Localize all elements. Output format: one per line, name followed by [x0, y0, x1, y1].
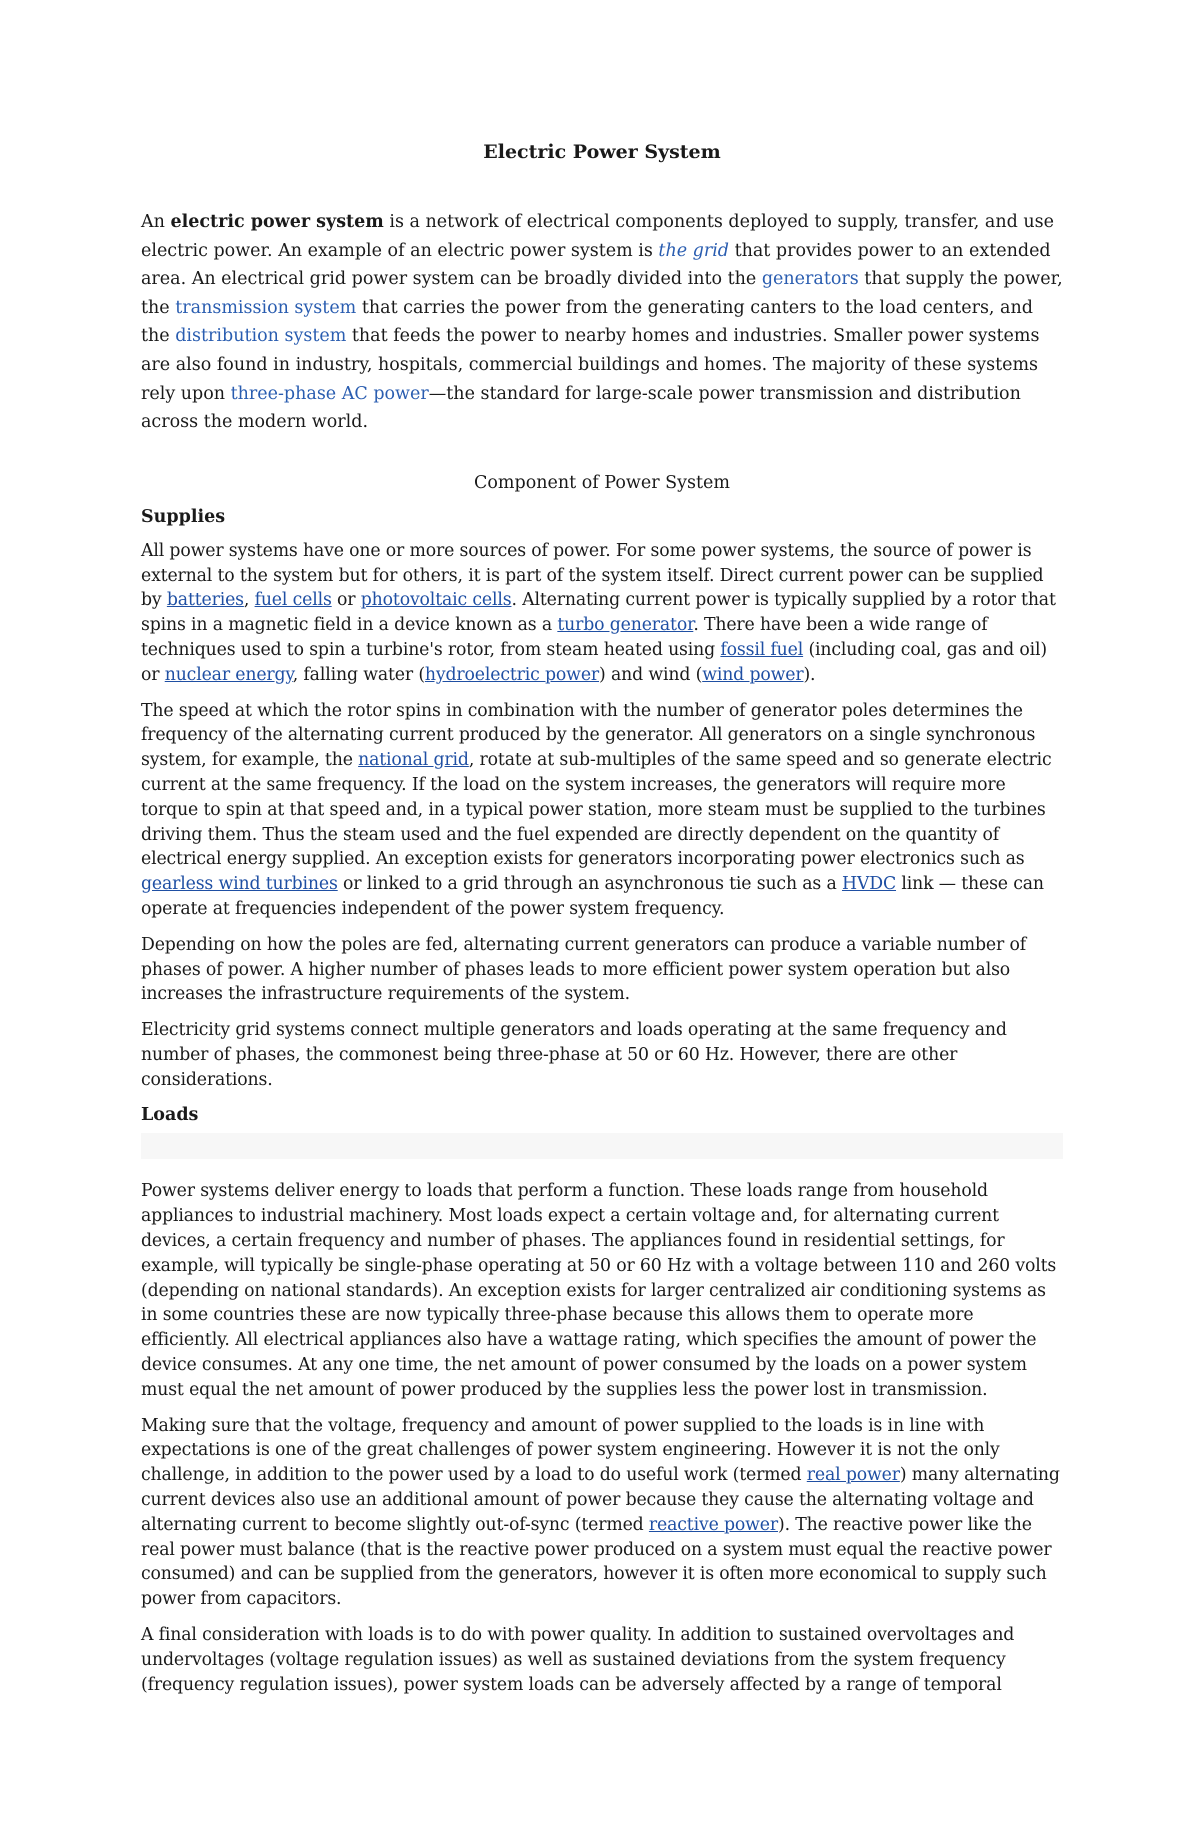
- link-three-phase-ac-power[interactable]: three-phase AC power: [230, 383, 429, 404]
- intro-paragraph: An electric power system is a network of electrical components deployed to supply, transfer, and use electric power. An example of an electric power system is the grid that provides power to an extended area. An electrical grid power system can be broadly divided into the generators that supply the power, the transmission system that carries the power from the generating canters to the load centers, and the distribution system that feeds the power to nearby homes and industries. Smaller power systems are also found in industry, hospitals, commercial buildings and homes. The majority of these systems rely upon three-phase AC power—the standard for large-scale power transmission and distribution across the modern world.: [141, 212, 1063, 433]
- link-wind-power[interactable]: wind power: [702, 664, 804, 685]
- link-reactive-power[interactable]: reactive power: [648, 1514, 778, 1535]
- link-fuel-cells[interactable]: fuel cells: [254, 590, 332, 611]
- supplies-paragraph-1: All power systems have one or more sources of power. For some power systems, the source of power is external to the system but for others, it is part of the system itself. Direct current power can be supplied by batteries, fuel cells or photovoltaic cells. Alternating current power is typically supplied by a rotor that spins in a magnetic field in a device known as a turbo generator. There have been a wide range of techniques used to spin a turbine's rotor, from steam heated using fossil fuel (including coal, gas and oil) or nuclear energy, falling water (hydroelectric power) and wind (wind power).: [141, 540, 1056, 685]
- link-generators[interactable]: generators: [761, 269, 859, 290]
- document-title: Electric Power System: [483, 141, 721, 163]
- link-real-power[interactable]: real power: [806, 1465, 900, 1486]
- heading-supplies: Supplies: [141, 506, 226, 527]
- link-batteries[interactable]: batteries: [166, 590, 244, 611]
- document-page: [141, 140, 1063, 1708]
- supplies-paragraph-3: Depending on how the poles are fed, alternating current generators can produce a variable number of phases of power. A higher number of phases leads to more efficient power system operation but also increases the infrastructure requirements of the system.: [141, 934, 1026, 1005]
- link-the-grid[interactable]: the grid: [658, 240, 729, 261]
- link-photovoltaic-cells[interactable]: photovoltaic cells: [360, 590, 512, 611]
- link-distribution-system[interactable]: distribution system: [175, 326, 347, 347]
- shaded-spacer: [141, 1133, 1063, 1159]
- link-fossil-fuel[interactable]: fossil fuel: [720, 639, 804, 660]
- link-hvdc[interactable]: HVDC: [841, 874, 897, 895]
- loads-paragraph-2: Making sure that the voltage, frequency and amount of power supplied to the loads is in line with expectations is one of the great challenges of power system engineering. However it is not the only challenge, in addition to the power used by a load to do useful work (termed real power) many alternating current devices also use an additional amount of power because they cause the alternating voltage and alternating current to become slightly out-of-sync (termed reactive power). The reactive power like the real power must balance (that is the reactive power produced on a system must equal the reactive power consumed) and can be supplied from the generators, however it is often more economical to supply such power from capacitors.: [141, 1415, 1060, 1610]
- link-turbo-generator[interactable]: turbo generator: [557, 615, 694, 636]
- supplies-paragraph-4: Electricity grid systems connect multiple generators and loads operating at the same frequency and number of phases, the commonest being three-phase at 50 or 60 Hz. However, there are other considerations.: [141, 1020, 1007, 1090]
- loads-paragraph-1: Power systems deliver energy to loads that perform a function. These loads range from household appliances to industrial machinery. Most loads expect a certain voltage and, for alternating current devices, a certain frequency and number of phases. The appliances found in residential settings, for example, will typically be single-phase operating at 50 or 60 Hz with a voltage between 110 and 260 volts (depending on national standards). An exception exists for larger centralized air conditioning systems as in some countries these are now typically three-phase because this allows them to operate more efficiently. All electrical appliances also have a wattage rating, which specifies the amount of power the device consumes. At any one time, the net amount of power consumed by the loads on a power system must equal the net amount of power produced by the supplies less the power lost in transmission.: [141, 1181, 1057, 1400]
- link-national-grid[interactable]: national grid: [358, 750, 469, 771]
- section-subtitle: Component of Power System: [473, 472, 731, 493]
- link-nuclear-energy[interactable]: nuclear energy: [164, 664, 293, 685]
- supplies-paragraph-2: The speed at which the rotor spins in combination with the number of generator poles determines the frequency of the alternating current produced by the generator. All generators on a single synchronous system, for example, the national grid, rotate at sub-multiples of the same speed and so generate electric current at the same frequency. If the load on the system increases, the generators will require more torque to spin at that speed and, in a typical power station, more steam must be supplied to the turbines driving them. Thus the steam used and the fuel expended are directly dependent on the quantity of electrical energy supplied. An exception exists for generators incorporating power electronics such as gearless wind turbines or linked to a grid through an asynchronous tie such as a HVDC link — these can operate at frequencies independent of the power system frequency.: [141, 700, 1052, 919]
- link-gearless-wind-turbines[interactable]: gearless wind turbines: [141, 874, 338, 895]
- loads-paragraph-3: A final consideration with loads is to do with power quality. In addition to sustained overvoltages and undervoltages (voltage regulation issues) as well as sustained deviations from the system frequency (frequency regulation issues), power system loads can be adversely affected by a range of temporal: [141, 1625, 1015, 1695]
- link-hydroelectric-power[interactable]: hydroelectric power: [424, 664, 600, 685]
- heading-loads: Loads: [141, 1105, 199, 1126]
- link-transmission-system[interactable]: transmission system: [175, 297, 357, 318]
- intro-bold-term: electric power system: [170, 212, 384, 232]
